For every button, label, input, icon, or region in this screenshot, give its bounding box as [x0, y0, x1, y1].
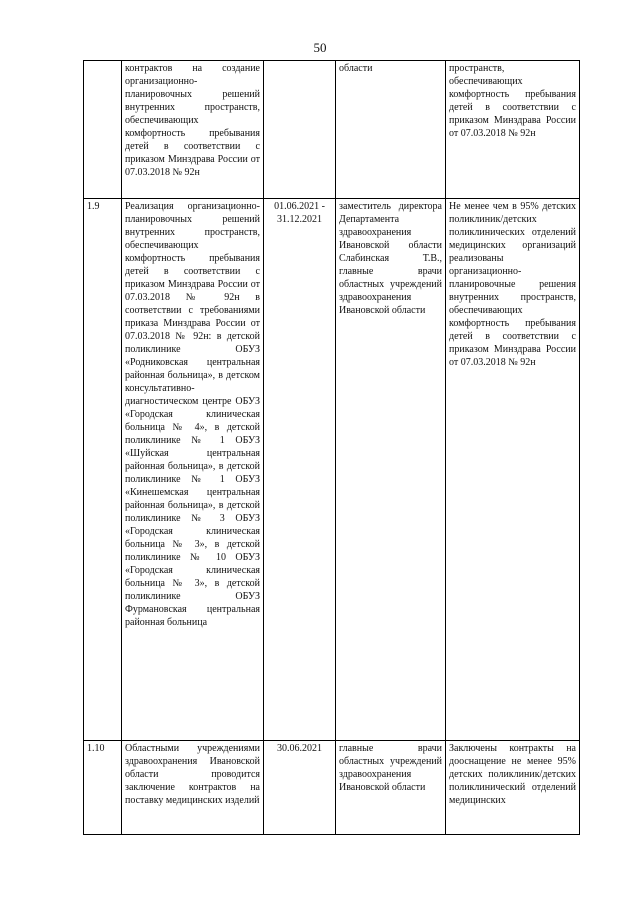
row-number-cell: 1.9	[84, 199, 122, 741]
row-number-cell	[84, 61, 122, 199]
date-cell: 30.06.2021	[264, 741, 336, 835]
date-cell	[264, 61, 336, 199]
responsible-cell: главные врачи областных учреждений здравоохранения Ивановской области	[336, 741, 446, 835]
measures-table	[83, 60, 580, 835]
date-cell: 01.06.2021 - 31.12.2021	[264, 199, 336, 741]
responsible-cell: области	[336, 61, 446, 199]
result-cell: пространств, обеспечивающих комфортность пребывания детей в соответствии с приказом Минздрава России от 07.03.2018 № 92н	[446, 61, 580, 199]
row-number-cell: 1.10	[84, 741, 122, 835]
measure-text-cell: контрактов на создание организационно-планировочных решений внутренних пространств, обеспечивающих комфортность пребывания детей в соответствии с приказом Минздрава России от 07.03.2018 № 92н	[122, 61, 264, 199]
result-cell: Не менее чем в 95% детских поликлиник/детских поликлинических отделений медицинских организаций реализованы организационно-планировочные решения внутренних пространств, обеспечивающих комфортность пребывания детей в соответствии с приказом Минздрава России от 07.03.2018 № 92н	[446, 199, 580, 741]
page-number: 50	[313, 40, 327, 55]
table-row	[84, 741, 580, 835]
measure-text-cell: Областными учреждениями здравоохранения Ивановской области проводится заключение контрактов на поставку медицинских изделий	[122, 741, 264, 835]
responsible-cell: заместитель директора Департамента здравоохранения Ивановской области Слабинская Т.В., главные врачи областных учреждений здравоохранения Ивановской области	[336, 199, 446, 741]
measure-text-cell: Реализация организационно-планировочных решений внутренних пространств, обеспечивающих комфортность пребывания детей в соответствии с приказом Минздрава России от 07.03.2018 № 92н в соответствии с требованиями приказа Минздрава России от 07.03.2018 № 92н: в детской поликлинике ОБУЗ «Родниковская центральная районная больница», в детском консультативно-диагностическом центре ОБУЗ «Городская клиническая больница № 4», в детской поликлинике № 1 ОБУЗ «Шуйская центральная районная больница», в детской поликлинике № 1 ОБУЗ «Кинешемская центральная районная больница», в детской поликлинике № 3 ОБУЗ «Городская клиническая больница № 3», в детской поликлинике № 10 ОБУЗ «Городская клиническая больница № 3», в детской поликлинике ОБУЗ Фурмановская центральная районная больница	[122, 199, 264, 741]
result-cell: Заключены контракты на дооснащение не менее 95% детских поликлиник/детских поликлинический отделений медицинских	[446, 741, 580, 835]
table-row	[84, 199, 580, 741]
table-row	[84, 61, 580, 199]
